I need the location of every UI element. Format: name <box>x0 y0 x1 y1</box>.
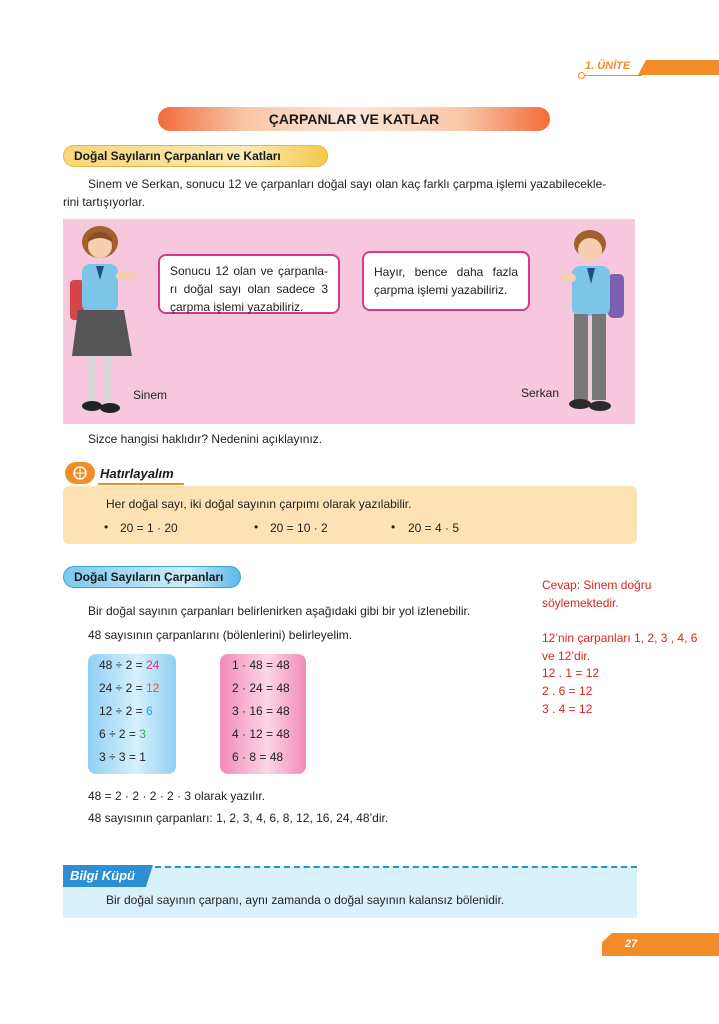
section-heading-factors: Doğal Sayıların Çarpanları <box>63 566 241 588</box>
name-serkan: Serkan <box>521 386 560 400</box>
unit-tab-dot <box>578 72 585 79</box>
reminder-underline <box>98 483 184 485</box>
example-2: 20 = 10 · 2 <box>270 521 328 535</box>
example-3: 20 = 4 · 5 <box>408 521 460 535</box>
answer-line: 2 . 6 = 12 <box>542 684 593 698</box>
product-row: 3 · 16 = 48 <box>232 704 290 718</box>
product-row: 2 · 24 = 48 <box>232 681 290 695</box>
example-1: 20 = 1 · 20 <box>120 521 178 535</box>
bullet-icon: • <box>104 520 109 534</box>
info-box-label: Bilgi Küpü <box>70 868 135 883</box>
globe-head-icon <box>65 462 95 484</box>
unit-label: 1. ÜNİTE <box>585 60 631 72</box>
reminder-text: Her doğal sayı, iki doğal sayının çarpımı olarak yazılabilir. <box>106 497 412 511</box>
answer-line: 3 . 4 = 12 <box>542 702 593 716</box>
division-row: 24 ÷ 2 = 12 <box>99 681 160 695</box>
division-row: 6 ÷ 2 = 3 <box>99 727 146 741</box>
serkan-illustration <box>560 222 632 422</box>
factor-intro-line: 48 sayısının çarpanlarını (bölenlerini) belirleyelim. <box>88 628 353 642</box>
division-row: 12 ÷ 2 = 6 <box>99 704 153 718</box>
sinem-speech-bubble: Sonucu 12 olan ve çarpanla-rı doğal sayı olan sadece 3 çarpma işlemi yazabiliriz. <box>158 254 340 314</box>
bullet-icon: • <box>254 520 259 534</box>
product-row: 1 · 48 = 48 <box>232 658 290 672</box>
answer-line: 12 . 1 = 12 <box>542 666 600 680</box>
unit-tab-bar <box>638 60 719 75</box>
page-number: 27 <box>625 938 638 950</box>
division-row: 48 ÷ 2 = 24 <box>99 658 160 672</box>
page-title: ÇARPANLAR VE KATLAR <box>158 107 550 131</box>
product-row: 4 · 12 = 48 <box>232 727 290 741</box>
answer-line: Cevap: Sinem doğru <box>542 578 652 592</box>
name-sinem: Sinem <box>133 388 168 402</box>
unit-tab-line <box>582 75 642 76</box>
method-line: Bir doğal sayının çarpanları belirlenirken aşağıdaki gibi bir yol izlenebilir. <box>88 604 471 618</box>
factors-list-line: 48 sayısının çarpanları: 1, 2, 3, 4, 6, 8, 12, 16, 24, 48’dir. <box>88 811 389 825</box>
question-line: Sizce hangisi haklıdır? Nedenini açıklayınız. <box>88 432 323 446</box>
intro-line-1: Sinem ve Serkan, sonucu 12 ve çarpanları doğal sayı olan kaç farklı çarpma işlemi yazabilecekle- <box>88 177 607 191</box>
answer-line: 12’nin çarpanları 1, 2, 3 , 4, 6 <box>542 631 698 645</box>
serkan-speech-bubble: Hayır, bence daha fazla çarpma işlemi yazabiliriz. <box>362 251 530 311</box>
answer-line: söylemektedir. <box>542 596 619 610</box>
product-row: 6 · 8 = 48 <box>232 750 284 764</box>
info-box-text: Bir doğal sayının çarpanı, aynı zamanda o doğal sayının kalansız bölenidir. <box>106 893 505 907</box>
intro-line-2: rini tartışıyorlar. <box>63 195 146 209</box>
answer-line: ve 12’dir. <box>542 649 591 663</box>
bullet-icon: • <box>391 520 396 534</box>
division-row: 3 ÷ 3 = 1 <box>99 750 146 764</box>
page-number-tab <box>602 933 719 956</box>
prime-factorization-line: 48 = 2 · 2 · 2 · 2 · 3 olarak yazılır. <box>88 789 266 803</box>
info-box-dashed-line <box>155 866 637 868</box>
reminder-label: Hatırlayalım <box>100 466 174 481</box>
section-heading-factors-multiples: Doğal Sayıların Çarpanları ve Katları <box>63 145 328 167</box>
